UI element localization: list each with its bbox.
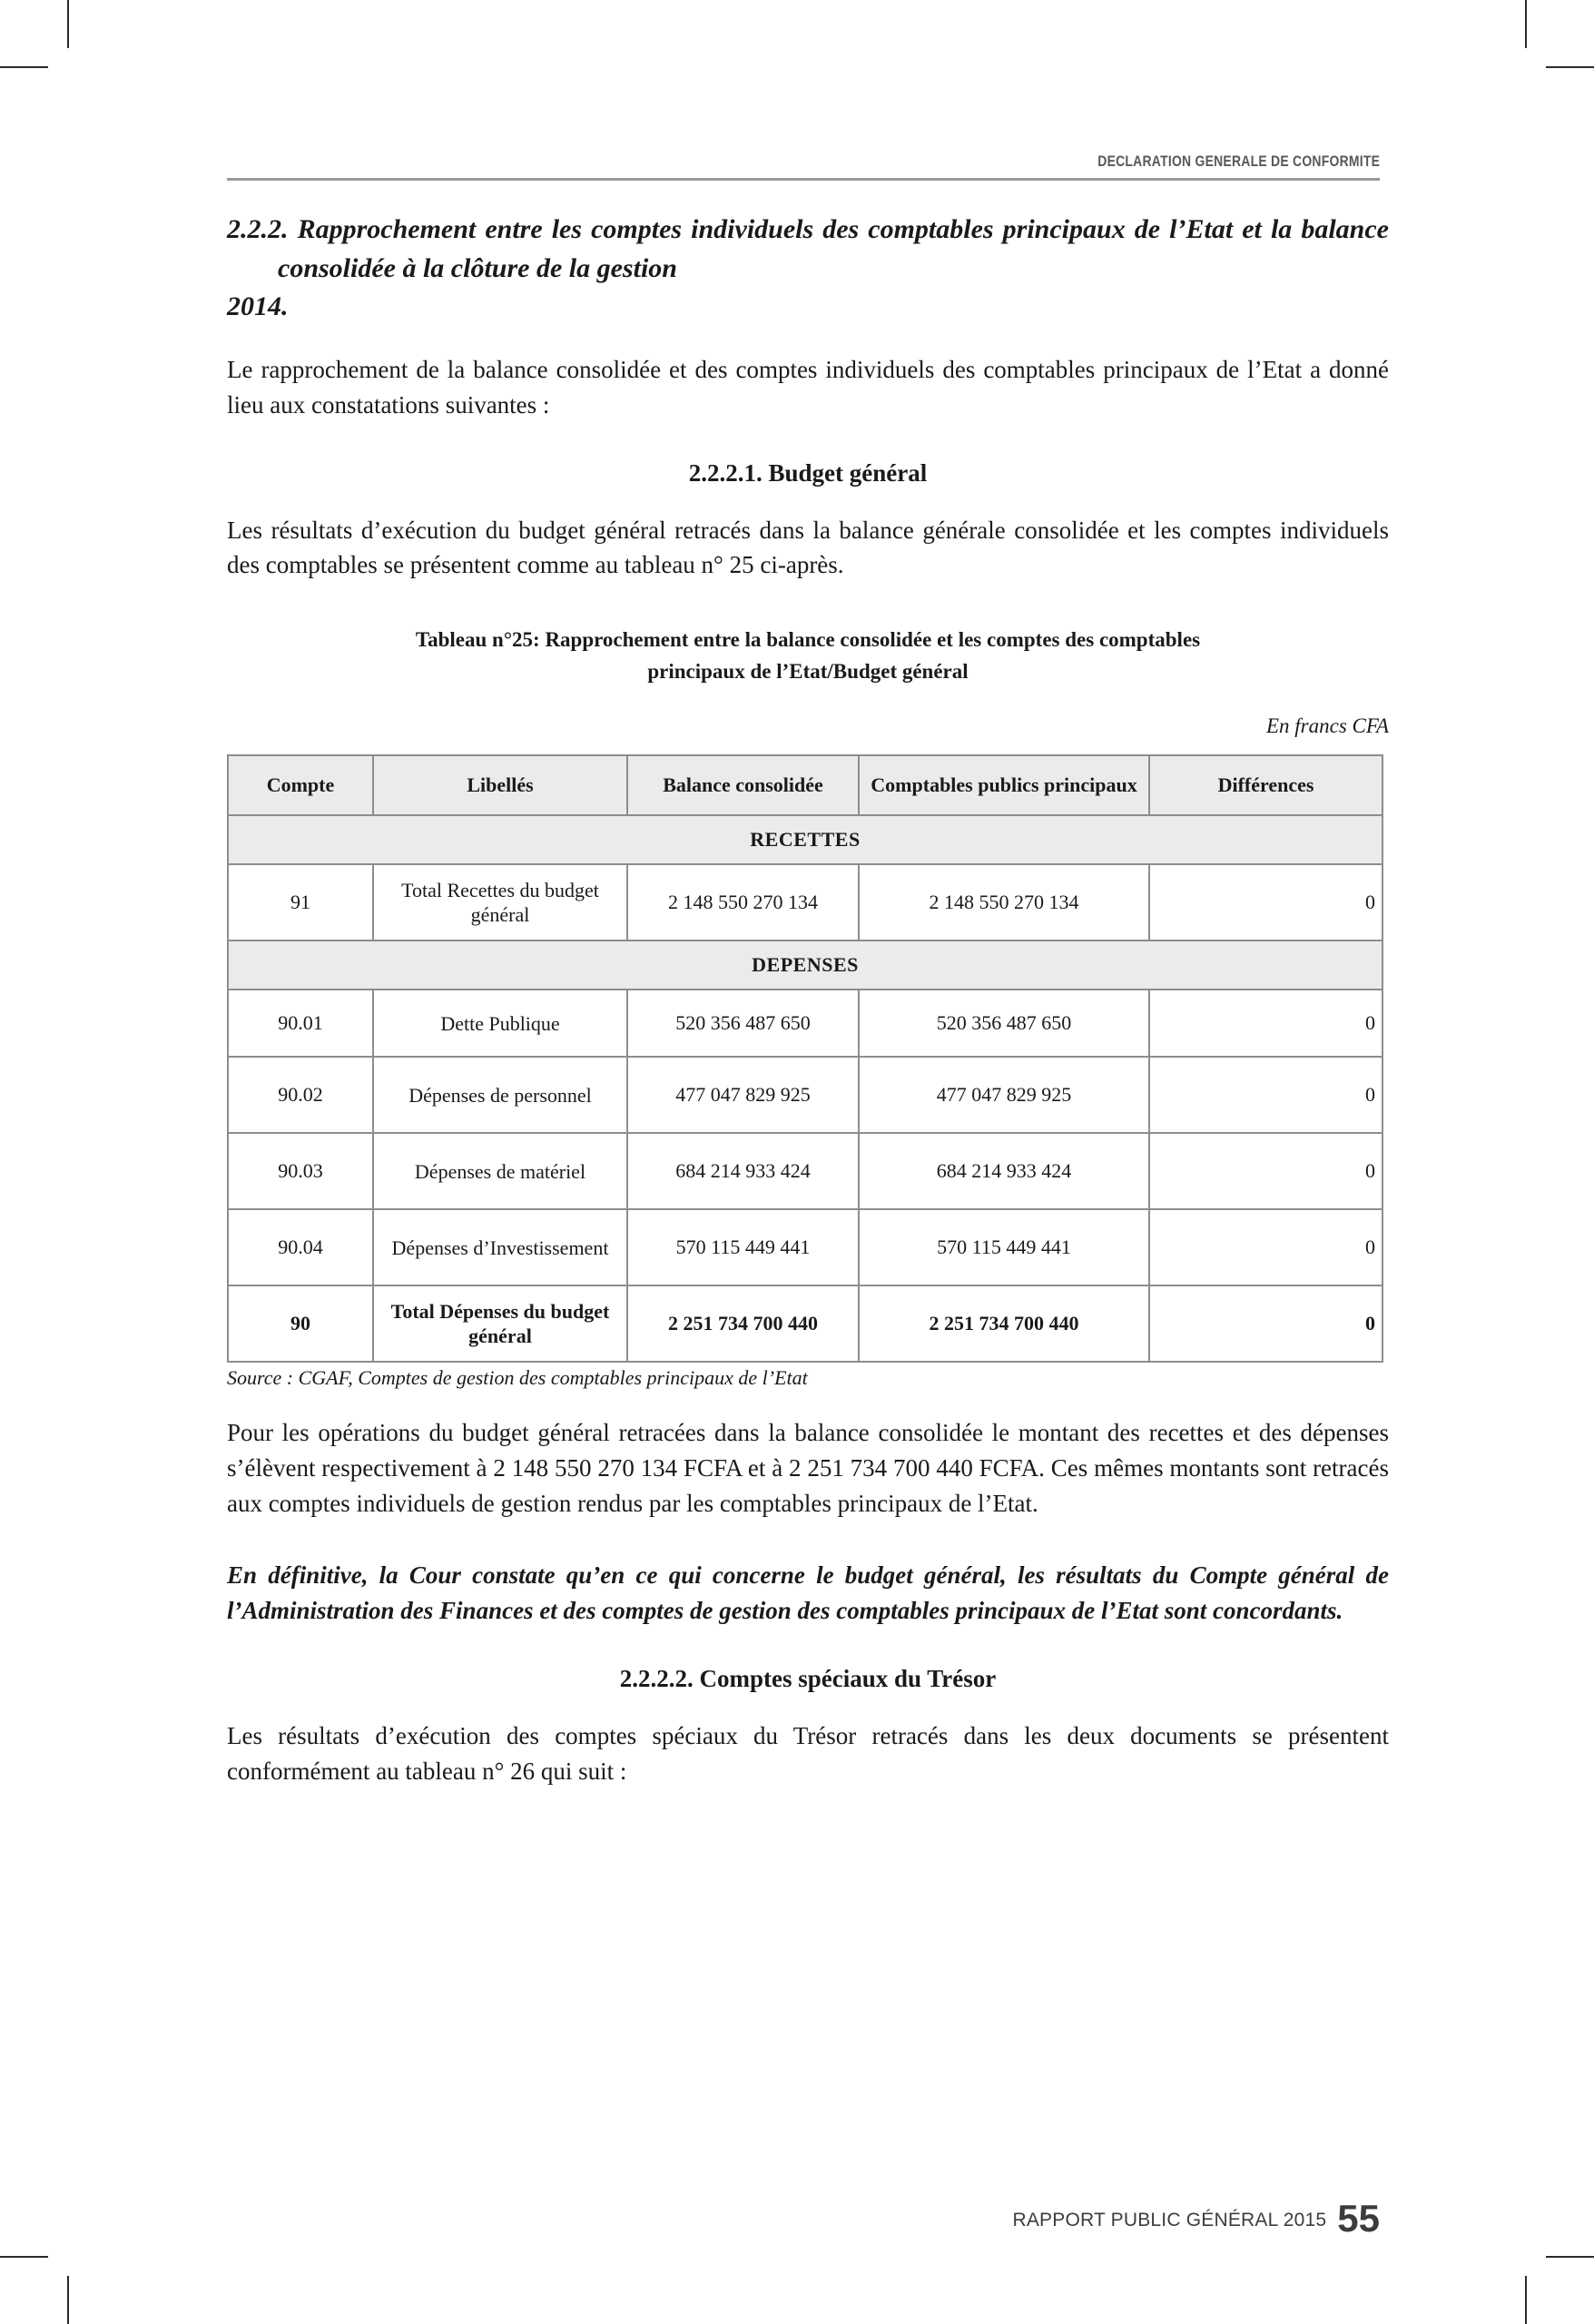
cell-libelle: Dépenses d’Investissement [373,1209,627,1285]
table-section-row-depenses [228,940,1382,990]
cell-comptables: 520 356 487 650 [859,990,1149,1057]
cell-balance: 2 148 550 270 134 [627,864,859,940]
cell-libelle: Dépenses de personnel [373,1057,627,1133]
table-row [228,1057,1382,1133]
running-head-text: DECLARATION GENERALE DE CONFORMITE [1097,153,1380,170]
crop-mark-bottom-right-vertical [1525,2276,1527,2324]
table-row [228,1209,1382,1285]
text-column [227,211,1389,1788]
subsection-2-paragraph: Les résultats d’exécution des comptes spéciaux du Trésor retracés dans les deux documents se présentent conformément au tableau n° 26 qui suit : [227,1721,1389,1785]
after-table-paragraph: Pour les opérations du budget général retracées dans la balance consolidée le montant des recettes et des dépenses s’élèvent respectivement à 2 148 550 270 134 FCFA et à 2 251 734 700 440 FCFA. Ces mêmes montants sont retracés aux comptes individuels de gestion rendus par les comptables principaux de l’Etat. [227,1419,1389,1518]
table-body [228,815,1382,1362]
footer-page-number-group [1337,2197,1380,2240]
cell-difference: 0 [1149,990,1382,1057]
page-number: 55 [1337,2197,1380,2240]
cell-comptables: 684 214 933 424 [859,1133,1149,1209]
table-head [228,755,1382,815]
cell-difference: 0 [1149,1057,1382,1133]
section-label-recettes: RECETTES [228,815,1382,864]
subsection-2-heading: 2.2.2.2. Comptes spéciaux du Trésor [619,1664,997,1692]
cell-difference: 0 [1149,1133,1382,1209]
cell-compte: 90.01 [228,990,373,1057]
section-title-line-2: principaux de l’Etat et la balance consolidée à la clôture de la gestion [278,214,1389,283]
cell-balance: 477 047 829 925 [627,1057,859,1133]
column-header-compte: Compte [228,755,373,815]
crop-mark-top-left-horizontal [0,66,48,68]
cell-difference: 0 [1149,1209,1382,1285]
table-row [228,990,1382,1057]
reconciliation-table [227,754,1383,1363]
table-row [228,1133,1382,1209]
crop-mark-bottom-left-vertical [67,2276,69,2324]
cell-compte: 90.03 [228,1133,373,1209]
cell-libelle: Dépenses de matériel [373,1133,627,1209]
crop-mark-top-left-vertical [67,0,69,48]
crop-mark-top-right-vertical [1525,0,1527,48]
section-title-line-1: Rapprochement entre les comptes individuels des comptables [297,214,994,244]
subsection-1-heading: 2.2.2.1. Budget général [688,458,928,487]
cell-libelle: Dette Publique [373,990,627,1057]
table-source-note: Source : CGAF, Comptes de gestion des comptables principaux de l’Etat [227,1366,808,1390]
table-row [228,864,1382,940]
section-number: 2.2.2. [227,214,289,244]
cell-compte: 90.02 [228,1057,373,1133]
conclusion-paragraph: En définitive, la Cour constate qu’en ce qui concerne le budget général, les résultats du Compte général de l’Administration des Finances et des comptes de gestion des comptables principaux de l’Etat sont concordants. [227,1561,1389,1624]
column-header-comptables: Comptables publics principaux [859,755,1149,815]
footer-report-label: RAPPORT PUBLIC GÉNÉRAL 2015 [1012,2210,1327,2230]
section-heading [227,211,1389,327]
subsection-1-paragraph: Les résultats d’exécution du budget général retracés dans la balance générale consolidée et les comptes individuels des comptables se présentent comme au tableau n° 25 ci-après. [227,516,1389,579]
table-units-note: En francs CFA [1265,714,1389,738]
table-caption-line-1: Tableau n°25: Rapprochement entre la balance consolidée et les comptes des comptables [415,628,1201,652]
page-footer [1012,2197,1380,2240]
cell-difference: 0 [1149,864,1382,940]
cell-compte: 90.04 [228,1209,373,1285]
crop-mark-top-right-horizontal [1546,66,1594,68]
crop-mark-bottom-right-horizontal [1546,2256,1594,2258]
table-caption-line-2: principaux de l’Etat/Budget général [647,659,969,683]
cell-balance: 684 214 933 424 [627,1133,859,1209]
cell-libelle: Total Recettes du budget général [373,864,627,940]
cell-compte: 91 [228,864,373,940]
cell-compte: 90 [228,1285,373,1362]
cell-libelle: Total Dépenses du budget général [373,1285,627,1362]
cell-comptables: 477 047 829 925 [859,1057,1149,1133]
cell-difference: 0 [1149,1285,1382,1362]
table-header-row [228,755,1382,815]
section-label-depenses: DEPENSES [228,940,1382,990]
running-head [227,153,1380,171]
intro-paragraph: Le rapprochement de la balance consolidée et des comptes individuels des comptables principaux de l’Etat a donné lieu aux constatations suivantes : [227,355,1389,419]
crop-mark-bottom-left-horizontal [0,2256,48,2258]
cell-comptables: 570 115 449 441 [859,1209,1149,1285]
cell-balance: 570 115 449 441 [627,1209,859,1285]
cell-comptables: 2 251 734 700 440 [859,1285,1149,1362]
table-section-row-recettes [228,815,1382,864]
column-header-libelles: Libellés [373,755,627,815]
cell-balance: 520 356 487 650 [627,990,859,1057]
cell-comptables: 2 148 550 270 134 [859,864,1149,940]
column-header-balance: Balance consolidée [627,755,859,815]
section-title-line-3: 2014. [227,291,289,322]
running-head-rule [227,178,1380,181]
table-row-total [228,1285,1382,1362]
table-caption [238,625,1378,687]
column-header-differences: Différences [1149,755,1382,815]
cell-balance: 2 251 734 700 440 [627,1285,859,1362]
